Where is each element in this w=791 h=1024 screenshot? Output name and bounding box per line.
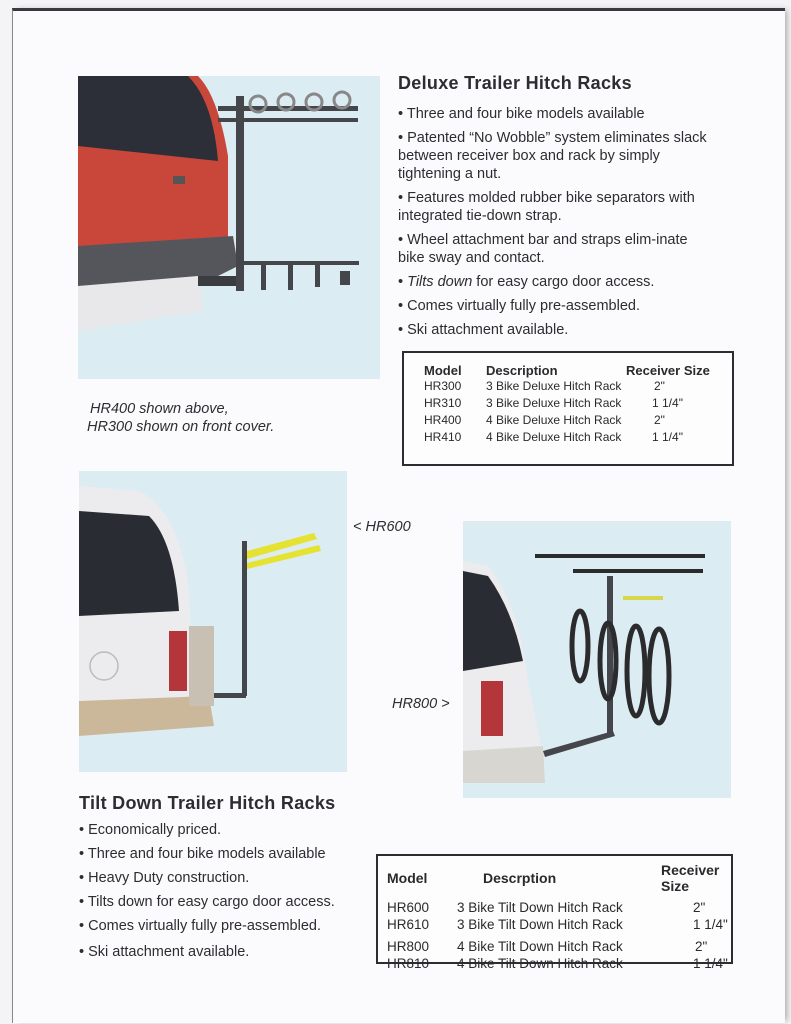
hr400-illustration xyxy=(78,76,380,379)
hr400-caption xyxy=(87,400,275,436)
bike-wheel xyxy=(572,611,588,681)
bike-wheel xyxy=(627,626,645,716)
tiltdown-bullet: • Economically priced. xyxy=(79,821,379,839)
table-header-row xyxy=(387,862,731,899)
deluxe-bullet: • Patented “No Wobble” system eliminates slack between receiver box and rack by simply tightening a nut. xyxy=(398,129,718,183)
cell-model: HR410 xyxy=(424,430,462,444)
wheel-strap xyxy=(261,265,266,290)
tiltdown-bullet: • Heavy Duty construction. xyxy=(79,869,379,887)
table-row xyxy=(387,899,731,916)
cell-model: HR400 xyxy=(424,413,462,427)
tiltdown-bullet: • Tilts down for easy cargo door access. xyxy=(79,893,379,911)
table-row xyxy=(387,938,731,955)
col-header-receiver: Receiver Size xyxy=(626,363,710,378)
table-row xyxy=(424,429,710,446)
cell-receiver: 2" xyxy=(654,379,665,393)
cell-receiver: 2" xyxy=(693,900,706,915)
deluxe-table-body xyxy=(424,378,710,446)
col-header-receiver: Receiver Size xyxy=(661,862,720,894)
cell-receiver: 2" xyxy=(654,413,665,427)
tiltdown-table xyxy=(387,862,731,972)
brochure-page xyxy=(12,8,785,1023)
cell-model: HR300 xyxy=(424,379,462,393)
deluxe-bullet: • Wheel attachment bar and straps elim-inate bike sway and contact. xyxy=(398,231,698,267)
tiltdown-bullet: • Ski attachment available. xyxy=(79,943,379,961)
rack-arm-lower xyxy=(218,118,358,122)
wheel-strap xyxy=(340,271,350,285)
rack-mast xyxy=(607,576,613,736)
cell-model: HR610 xyxy=(387,917,430,932)
step-bumper xyxy=(189,626,214,706)
cell-model: HR810 xyxy=(387,956,430,971)
deluxe-bullets xyxy=(398,105,718,339)
cell-description: 4 Bike Tilt Down Hitch Rack xyxy=(457,939,623,954)
cell-description: 3 Bike Tilt Down Hitch Rack xyxy=(457,900,623,915)
hitch-bar xyxy=(543,731,615,757)
emphasis-text: Tilts down xyxy=(407,274,473,290)
table-row xyxy=(424,412,710,429)
cell-receiver: 1 1/4" xyxy=(693,956,728,971)
tiltdown-bullet: • Comes virtually fully pre-assembled. xyxy=(79,917,379,935)
hr800-label: HR800 > xyxy=(392,696,450,712)
bike-wheel xyxy=(649,629,669,723)
hr600-label: < HR600 xyxy=(353,519,411,535)
table-row xyxy=(424,395,710,412)
table-row xyxy=(387,916,731,938)
col-header-description: Description xyxy=(486,363,558,378)
bike-cradle xyxy=(334,92,350,108)
wheel-strap xyxy=(315,265,320,287)
top-tube xyxy=(573,569,703,573)
tiltdown-bullets xyxy=(79,821,379,961)
caption-line: HR300 shown on front cover. xyxy=(87,419,275,435)
wheel-bar xyxy=(244,261,359,265)
handlebar xyxy=(535,554,705,558)
suv-bumper xyxy=(463,746,545,783)
tail-light xyxy=(169,631,187,691)
col-header-model: Model xyxy=(424,363,462,378)
truck-window xyxy=(78,76,218,161)
hr400-photo xyxy=(78,76,380,379)
cell-description: 4 Bike Deluxe Hitch Rack xyxy=(486,430,622,444)
cell-model: HR310 xyxy=(424,396,462,410)
wheel-strap xyxy=(288,265,293,290)
deluxe-title: Deluxe Trailer Hitch Racks xyxy=(398,73,632,93)
deluxe-bullet: • Three and four bike models available xyxy=(398,105,718,123)
table-row xyxy=(424,378,710,395)
cell-receiver: 2" xyxy=(695,939,708,954)
table-row xyxy=(387,955,731,972)
tail-light xyxy=(481,681,503,736)
hr800-illustration xyxy=(463,521,731,798)
deluxe-bullet: • Features molded rubber bike separators with integrated tie-down strap. xyxy=(398,189,718,225)
cell-description: 4 Bike Deluxe Hitch Rack xyxy=(486,413,622,427)
tie-down-strap xyxy=(623,596,663,600)
deluxe-bullet: • Comes virtually fully pre-assembled. xyxy=(398,297,718,315)
caption-line: HR400 shown above, xyxy=(90,401,229,417)
cell-receiver: 1 1/4" xyxy=(652,396,683,410)
rack-mast xyxy=(242,541,247,696)
tiltdown-bullet: • Three and four bike models available xyxy=(79,845,379,863)
tiltdown-table-body xyxy=(387,899,731,972)
tiltdown-model-table xyxy=(376,854,733,971)
truck-handle xyxy=(173,176,185,184)
cell-description: 3 Bike Tilt Down Hitch Rack xyxy=(457,917,623,932)
deluxe-bullet: • Ski attachment available. xyxy=(398,321,718,339)
cell-receiver: 1 1/4" xyxy=(693,917,728,932)
table-header-row xyxy=(424,363,710,378)
hr800-photo xyxy=(463,521,731,798)
cell-description: 3 Bike Deluxe Hitch Rack xyxy=(486,379,622,393)
hr600-photo xyxy=(79,471,347,772)
hr600-illustration xyxy=(79,471,347,772)
deluxe-model-table xyxy=(402,351,734,466)
col-header-description: Descrption xyxy=(483,870,557,886)
deluxe-table xyxy=(424,363,710,446)
cell-receiver: 1 1/4" xyxy=(652,430,683,444)
cell-model: HR600 xyxy=(387,900,430,915)
cell-model: HR800 xyxy=(387,939,430,954)
bullet-text: for easy cargo door access. xyxy=(472,274,655,290)
cell-description: 3 Bike Deluxe Hitch Rack xyxy=(486,396,622,410)
rack-mast xyxy=(236,96,244,291)
hitch-bar xyxy=(214,693,246,698)
cell-description: 4 Bike Tilt Down Hitch Rack xyxy=(457,956,623,971)
tiltdown-title: Tilt Down Trailer Hitch Racks xyxy=(79,793,336,813)
deluxe-bullet xyxy=(398,273,718,291)
col-header-model: Model xyxy=(387,870,428,886)
